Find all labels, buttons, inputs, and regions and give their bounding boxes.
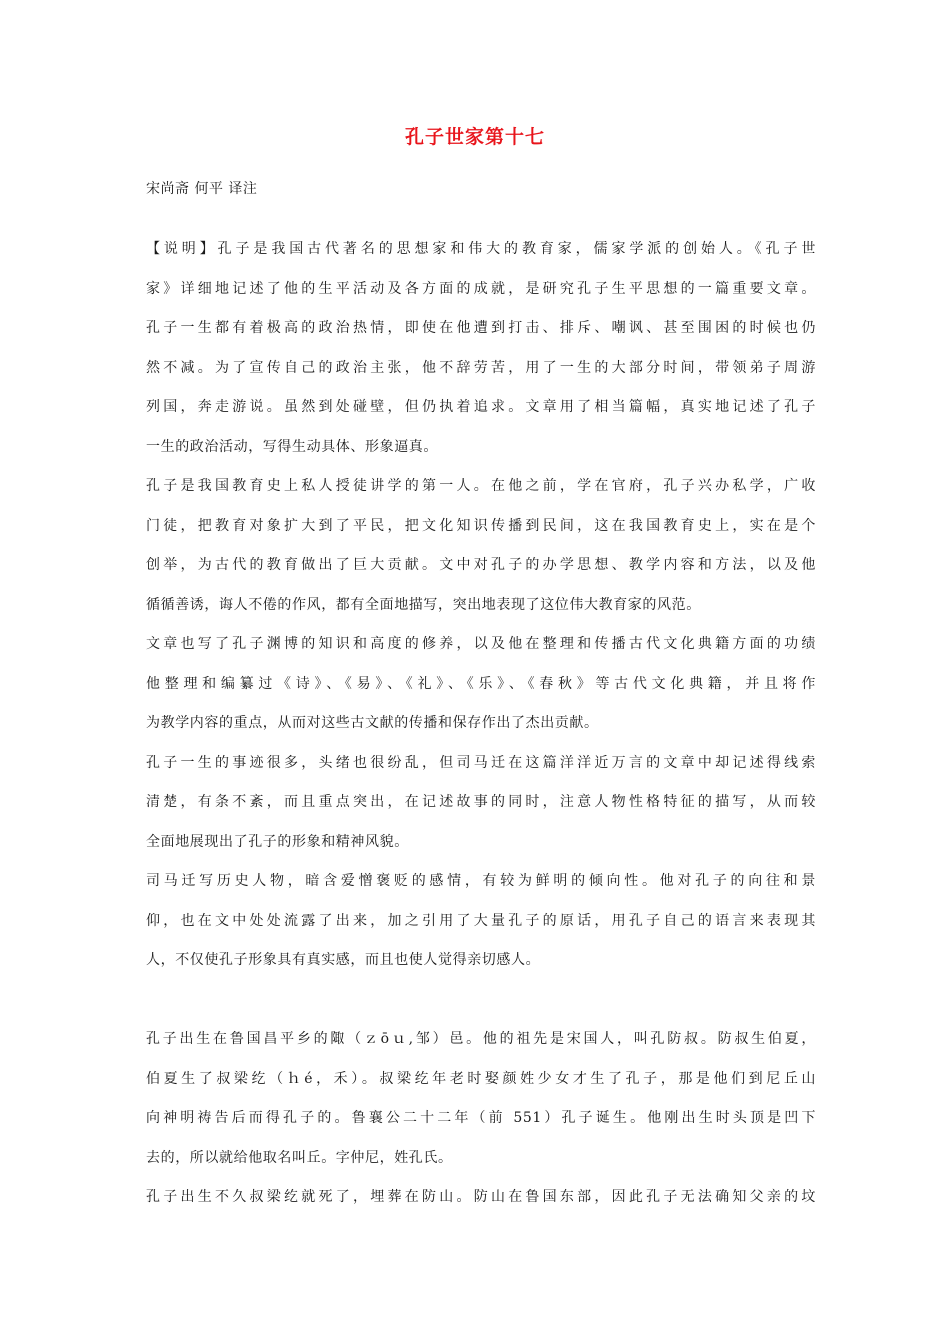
document-body [146, 230, 816, 1218]
text-line: 家》详细地记述了他的生平活动及各方面的成就，是研究孔子生平思想的一篇重要文章。 [146, 280, 816, 297]
text-line: 创举，为古代的教育做出了巨大贡献。文中对孔子的办学思想、教学内容和方法，以及他 [146, 557, 816, 573]
text-line: 列国，奔走游说。虽然到处碰壁，但仍执着追求。文章用了相当篇幅，真实地记述了孔子 [146, 399, 816, 415]
text-line: 文章也写了孔子渊博的知识和高度的修养，以及他在整理和传播古代文化典籍方面的功绩 [146, 636, 816, 652]
text-line: 循循善诱，诲人不倦的作风，都有全面地描写，突出地表现了这位伟大教育家的风范。 [146, 596, 701, 613]
text-line: 向神明祷告后而得孔子的。鲁襄公二十二年（前 551）孔子诞生。他刚出生时头顶是凹下 [146, 1110, 816, 1126]
text-line: 孔子是我国教育史上私人授徒讲学的第一人。在他之前，学在官府，孔子兴办私学，广收 [146, 478, 816, 494]
text-line: 全面地展现出了孔子的形象和精神风貌。 [146, 833, 409, 850]
text-line: 为教学内容的重点，从而对这些古文献的传播和保存作出了杰出贡献。 [146, 715, 599, 731]
text-line: 门徒，把教育对象扩大到了平民，把文化知识传播到民间，这在我国教育史上，实在是个 [146, 517, 816, 534]
text-line: 人，不仅使孔子形象具有真实感，而且也使人觉得亲切感人。 [146, 952, 541, 968]
text-line: 仰，也在文中处处流露了出来，加之引用了大量孔子的原话，用孔子自己的语言来表现其 [146, 912, 816, 929]
text-line: 孔子一生的事迹很多，头绪也很纷乱，但司马迁在这篇洋洋近万言的文章中却记述得线索 [146, 754, 816, 771]
document-author: 宋尚斋 何平 译注 [146, 181, 258, 197]
text-line: 然不减。为了宣传自己的政治主张，他不辞劳苦，用了一生的大部分时间，带领弟子周游 [146, 359, 816, 376]
text-line: 伯夏生了叔梁纥（ｈé，禾）。叔梁纥年老时娶颜姓少女才生了孔子，那是他们到尼丘山 [146, 1070, 816, 1087]
paragraph-gap [146, 981, 816, 1021]
text-line: 孔子出生不久叔梁纥就死了，埋葬在防山。防山在鲁国东部，因此孔子无法确知父亲的坟 [146, 1189, 816, 1205]
text-line: 清楚，有条不紊，而且重点突出，在记述故事的同时，注意人物性格特征的描写，从而较 [146, 794, 816, 810]
document-title: 孔子世家第十七 [404, 126, 545, 148]
text-line: 孔子一生都有着极高的政治热情，即使在他遭到打击、排斥、嘲讽、甚至围困的时候也仍 [146, 320, 816, 336]
text-line: 去的，所以就给他取名叫丘。字仲尼，姓孔氏。 [146, 1149, 453, 1166]
text-line: 【说明】孔子是我国古代著名的思想家和伟大的教育家，儒家学派的创始人。《孔子世 [146, 241, 816, 257]
text-line: 孔子出生在鲁国昌平乡的陬（ｚōｕ,邹）邑。他的祖先是宋国人，叫孔防叔。防叔生伯夏， [146, 1031, 816, 1047]
text-line: 一生的政治活动，写得生动具体、形象逼真。 [146, 438, 438, 455]
text-line: 司马迁写历史人物，暗含爱憎褒贬的感情，有较为鲜明的倾向性。他对孔子的向往和景 [146, 873, 816, 889]
text-line: 他整理和编纂过《诗》、《易》、《礼》、《乐》、《春秋》等古代文化典籍，并且将作 [146, 675, 816, 692]
